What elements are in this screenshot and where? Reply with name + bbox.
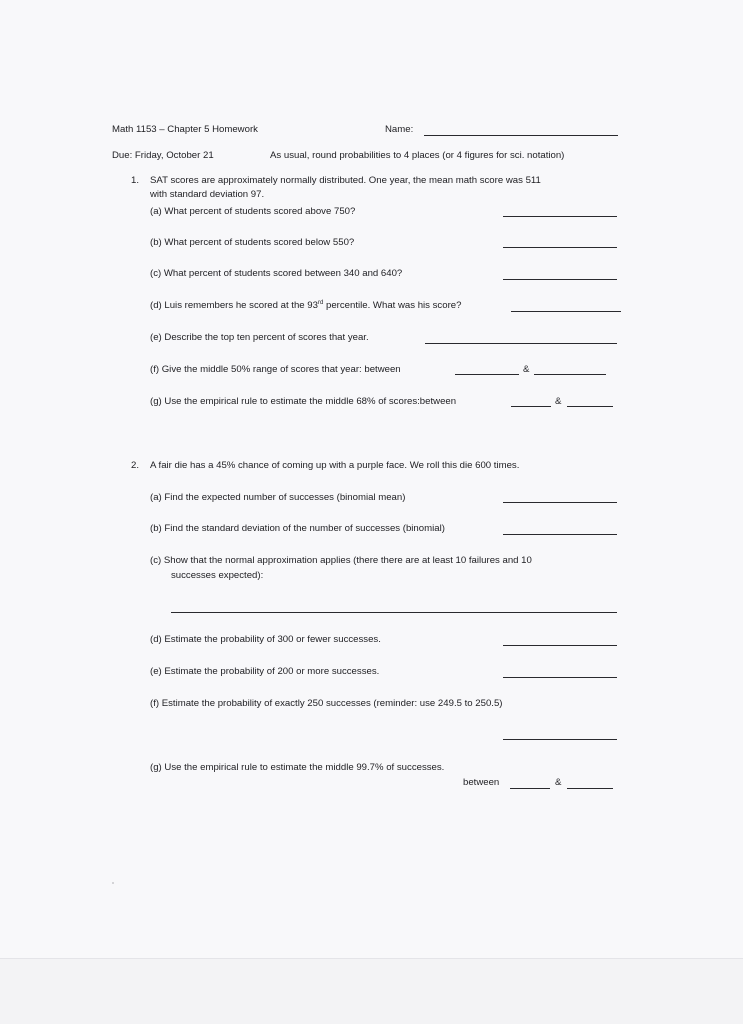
q1f-ampersand: & bbox=[523, 364, 530, 375]
q1f-upper-blank[interactable] bbox=[534, 374, 606, 375]
q2c-answer-line[interactable] bbox=[171, 612, 617, 613]
q2d-answer-blank[interactable] bbox=[503, 645, 617, 646]
q1d-text-pre: (d) Luis remembers he scored at the 93 bbox=[150, 300, 318, 311]
q2-stem: A fair die has a 45% chance of coming up with a purple face. We roll this die 600 times. bbox=[150, 460, 520, 471]
q2b-text: (b) Find the standard deviation of the number of successes (binomial) bbox=[150, 523, 445, 534]
q1d-ordinal-suffix: rd bbox=[317, 299, 324, 306]
q1c-text: (c) What percent of students scored between 340 and 640? bbox=[150, 268, 403, 279]
due-date: Due: Friday, October 21 bbox=[112, 150, 214, 161]
q2e-answer-blank[interactable] bbox=[503, 677, 617, 678]
q2g-between-label: between bbox=[463, 777, 500, 788]
q2c-text-line1: (c) Show that the normal approximation applies (there there are at least 10 failures and 10 bbox=[150, 555, 532, 566]
q1g-text: (g) Use the empirical rule to estimate the middle 68% of scores:between bbox=[150, 396, 457, 407]
q1e-answer-blank[interactable] bbox=[425, 343, 617, 344]
q1e-text: (e) Describe the top ten percent of scores that year. bbox=[150, 332, 369, 343]
q1d-text bbox=[150, 300, 461, 312]
q1d-text-post: percentile. What was his score? bbox=[323, 300, 462, 311]
q1f-text: (f) Give the middle 50% range of scores that year: between bbox=[150, 364, 401, 375]
name-blank[interactable] bbox=[424, 135, 618, 136]
q1-stem-line1: SAT scores are approximately normally distributed. One year, the mean math score was 511 bbox=[150, 175, 541, 186]
q2g-lower-blank[interactable] bbox=[510, 788, 550, 789]
q2-number: 2. bbox=[131, 460, 140, 471]
name-label: Name: bbox=[385, 124, 414, 135]
q2e-text: (e) Estimate the probability of 200 or more successes. bbox=[150, 666, 380, 677]
q2f-text: (f) Estimate the probability of exactly 250 successes (reminder: use 249.5 to 250.5) bbox=[150, 698, 503, 709]
q2b-answer-blank[interactable] bbox=[503, 534, 617, 535]
q1d-answer-blank[interactable] bbox=[511, 311, 621, 312]
q1-number: 1. bbox=[131, 175, 140, 186]
q1g-upper-blank[interactable] bbox=[567, 406, 613, 407]
q2g-ampersand: & bbox=[555, 777, 562, 788]
rounding-instructions: As usual, round probabilities to 4 places (or 4 figures for sci. notation) bbox=[270, 150, 565, 161]
q1b-answer-blank[interactable] bbox=[503, 247, 617, 248]
q2d-text: (d) Estimate the probability of 300 or fewer successes. bbox=[150, 634, 381, 645]
q1g-lower-blank[interactable] bbox=[511, 406, 551, 407]
q2g-text: (g) Use the empirical rule to estimate the middle 99.7% of successes. bbox=[150, 762, 445, 773]
q1b-text: (b) What percent of students scored below 550? bbox=[150, 237, 355, 248]
q1g-ampersand: & bbox=[555, 396, 562, 407]
q1a-answer-blank[interactable] bbox=[503, 216, 617, 217]
q2a-answer-blank[interactable] bbox=[503, 502, 617, 503]
scan-speck bbox=[112, 882, 114, 884]
q1-stem-line2: with standard deviation 97. bbox=[150, 189, 265, 200]
q2g-upper-blank[interactable] bbox=[567, 788, 613, 789]
q1f-lower-blank[interactable] bbox=[455, 374, 519, 375]
q2c-text-line2: successes expected): bbox=[171, 570, 264, 581]
q2a-text: (a) Find the expected number of successes (binomial mean) bbox=[150, 492, 406, 503]
course-title: Math 1153 – Chapter 5 Homework bbox=[112, 124, 258, 135]
q1a-text: (a) What percent of students scored above 750? bbox=[150, 206, 356, 217]
q2f-answer-blank[interactable] bbox=[503, 739, 617, 740]
q1c-answer-blank[interactable] bbox=[503, 279, 617, 280]
